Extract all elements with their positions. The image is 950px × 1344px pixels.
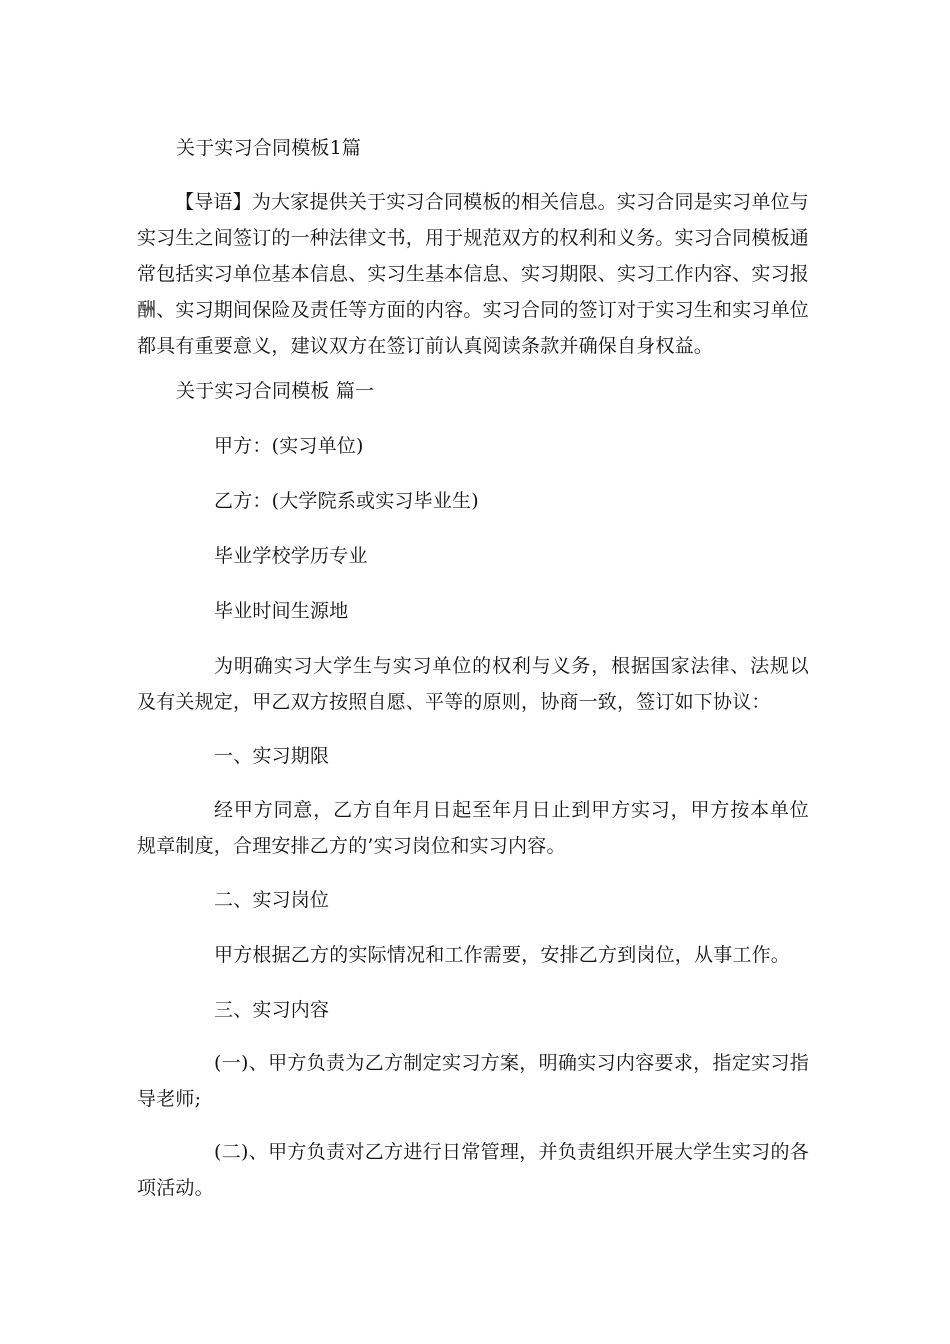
preamble-paragraph: 为明确实习大学生与实习单位的权利与义务，根据国家法律、法规以及有关规定，甲乙双方按照自愿、平等的原则，协商一致，签订如下协议： [137,655,809,713]
party-a-line: 甲方：(实习单位) [214,435,364,457]
clause3-item1: (一)、甲方负责为乙方制定实习方案，明确实习内容要求，指定实习指导老师; [137,1052,809,1110]
clause3-title: 三、实习内容 [214,999,330,1021]
clause2-title: 二、实习岗位 [214,889,330,911]
clause2-body: 甲方根据乙方的实际情况和工作需要，安排乙方到岗位，从事工作。 [214,944,791,966]
document-title: 关于实习合同模板1篇 [176,137,362,159]
clause1-body: 经甲方同意，乙方自年月日起至年月日止到甲方实习，甲方按本单位规章制度，合理安排乙方的’实习岗位和实习内容。 [137,799,809,857]
clause3-item2: (二)、甲方负责对乙方进行日常管理，并负责组织开展大学生实习的各项活动。 [137,1141,809,1199]
graduation-line: 毕业时间生源地 [214,600,349,622]
intro-paragraph: 【导语】为大家提供关于实习合同模板的相关信息。实习合同是实习单位与实习生之间签订的一种法律文书，用于规范双方的权利和义务。实习合同模板通常包括实习单位基本信息、实习生基本信息、实习期限、实习工作内容、实习报酬、实习期间保险及责任等方面的内容。实习合同的签订对于实习生和实习单位都具有重要意义，建议双方在签订前认真阅读条款并确保自身权益。 [137,191,810,357]
school-line: 毕业学校学历专业 [214,545,368,567]
party-b-line: 乙方：(大学院系或实习毕业生) [214,490,479,512]
section-title: 关于实习合同模板 篇一 [176,380,375,402]
clause1-title: 一、实习期限 [214,745,330,767]
